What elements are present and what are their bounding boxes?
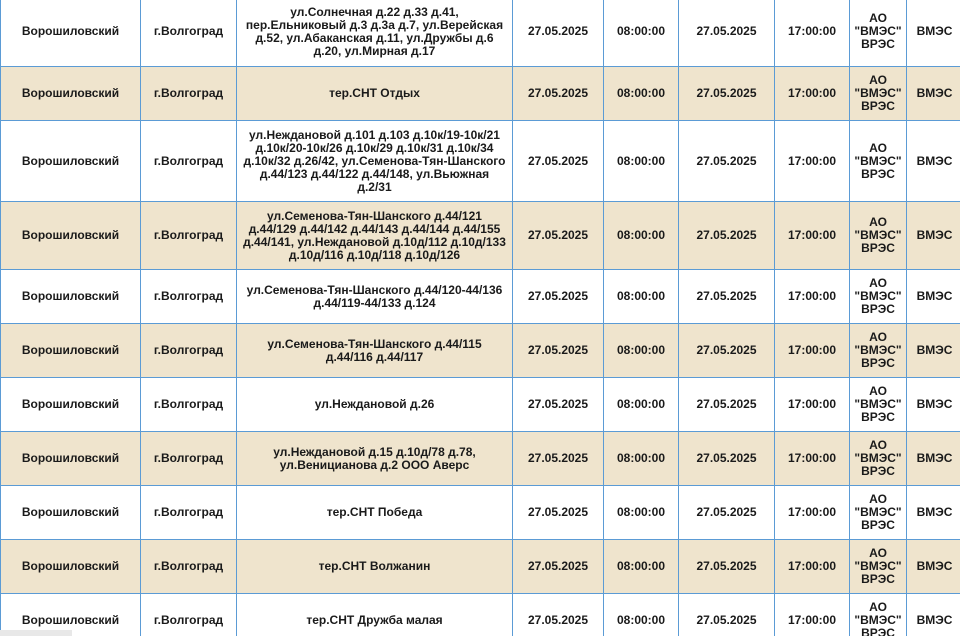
address-cell: ул.Солнечная д.22 д.33 д.41, пер.Ельниковый д.3 д.3а д.7, ул.Верейская д.52, ул.Абаканская д.11, ул.Дружбы д.6 д.20, ул.Мирная д.17 — [237, 0, 513, 67]
end-date-cell: 27.05.2025 — [679, 270, 775, 324]
table-row — [1, 67, 960, 121]
start-time-cell: 08:00:00 — [604, 540, 679, 594]
start-time-cell: 08:00:00 — [604, 121, 679, 202]
start-date-cell: 27.05.2025 — [513, 432, 604, 486]
end-time-cell: 17:00:00 — [775, 378, 850, 432]
city-cell: г.Волгоград — [141, 432, 237, 486]
city-cell: г.Волгоград — [141, 0, 237, 67]
end-date-cell: 27.05.2025 — [679, 67, 775, 121]
address-cell: тер.СНТ Отдых — [237, 67, 513, 121]
end-date-cell: 27.05.2025 — [679, 324, 775, 378]
table-row — [1, 540, 960, 594]
org-short-cell: ВМЭС — [907, 594, 960, 636]
district-cell: Ворошиловский — [1, 0, 141, 67]
address-cell: тер.СНТ Волжанин — [237, 540, 513, 594]
end-date-cell: 27.05.2025 — [679, 202, 775, 270]
organization-cell: АО "ВМЭС" ВРЭС — [850, 432, 907, 486]
end-time-cell: 17:00:00 — [775, 432, 850, 486]
district-cell: Ворошиловский — [1, 486, 141, 540]
start-date-cell: 27.05.2025 — [513, 378, 604, 432]
org-short-cell: ВМЭС — [907, 432, 960, 486]
end-time-cell: 17:00:00 — [775, 121, 850, 202]
table-row — [1, 486, 960, 540]
start-time-cell: 08:00:00 — [604, 486, 679, 540]
city-cell: г.Волгоград — [141, 378, 237, 432]
city-cell: г.Волгоград — [141, 270, 237, 324]
address-cell: ул.Неждановой д.26 — [237, 378, 513, 432]
city-cell: г.Волгоград — [141, 486, 237, 540]
start-time-cell: 08:00:00 — [604, 67, 679, 121]
address-cell: ул.Неждановой д.101 д.103 д.10к/19-10к/21 д.10к/20-10к/26 д.10к/29 д.10к/31 д.10к/34 д.10к/32 д.26/42, ул.Семенова-Тян-Шанского д.44/123 д.44/122 д.44/148, ул.Вьюжная д.2/31 — [237, 121, 513, 202]
end-date-cell: 27.05.2025 — [679, 486, 775, 540]
district-cell: Ворошиловский — [1, 202, 141, 270]
start-date-cell: 27.05.2025 — [513, 67, 604, 121]
city-cell: г.Волгоград — [141, 324, 237, 378]
organization-cell: АО "ВМЭС" ВРЭС — [850, 486, 907, 540]
start-date-cell: 27.05.2025 — [513, 202, 604, 270]
city-cell: г.Волгоград — [141, 594, 237, 636]
table-row — [1, 0, 960, 67]
end-time-cell: 17:00:00 — [775, 67, 850, 121]
organization-cell: АО "ВМЭС" ВРЭС — [850, 378, 907, 432]
end-time-cell: 17:00:00 — [775, 594, 850, 636]
start-time-cell: 08:00:00 — [604, 202, 679, 270]
organization-cell: АО "ВМЭС" ВРЭС — [850, 0, 907, 67]
district-cell: Ворошиловский — [1, 324, 141, 378]
district-cell: Ворошиловский — [1, 67, 141, 121]
org-short-cell: ВМЭС — [907, 0, 960, 67]
start-date-cell: 27.05.2025 — [513, 0, 604, 67]
district-cell: Ворошиловский — [1, 121, 141, 202]
end-time-cell: 17:00:00 — [775, 0, 850, 67]
end-date-cell: 27.05.2025 — [679, 121, 775, 202]
start-date-cell: 27.05.2025 — [513, 594, 604, 636]
start-date-cell: 27.05.2025 — [513, 270, 604, 324]
organization-cell: АО "ВМЭС" ВРЭС — [850, 67, 907, 121]
district-cell: Ворошиловский — [1, 540, 141, 594]
start-time-cell: 08:00:00 — [604, 594, 679, 636]
start-date-cell: 27.05.2025 — [513, 121, 604, 202]
end-date-cell: 27.05.2025 — [679, 378, 775, 432]
district-cell: Ворошиловский — [1, 270, 141, 324]
start-time-cell: 08:00:00 — [604, 378, 679, 432]
organization-cell: АО "ВМЭС" ВРЭС — [850, 202, 907, 270]
city-cell: г.Волгоград — [141, 202, 237, 270]
district-cell: Ворошиловский — [1, 432, 141, 486]
start-date-cell: 27.05.2025 — [513, 540, 604, 594]
end-time-cell: 17:00:00 — [775, 202, 850, 270]
end-date-cell: 27.05.2025 — [679, 594, 775, 636]
table-row — [1, 378, 960, 432]
org-short-cell: ВМЭС — [907, 324, 960, 378]
table-row — [1, 270, 960, 324]
address-cell: ул.Семенова-Тян-Шанского д.44/121 д.44/129 д.44/142 д.44/143 д.44/144 д.44/155 д.44/141, ул.Неждановой д.10д/112 д.10д/133 д.10д/116 д.10д/118 д.10д/126 — [237, 202, 513, 270]
start-time-cell: 08:00:00 — [604, 0, 679, 67]
org-short-cell: ВМЭС — [907, 378, 960, 432]
table-row — [1, 432, 960, 486]
address-cell: ул.Неждановой д.15 д.10д/78 д.78, ул.Веницианова д.2 ООО Аверс — [237, 432, 513, 486]
org-short-cell: ВМЭС — [907, 486, 960, 540]
outage-rows — [1, 0, 960, 636]
end-date-cell: 27.05.2025 — [679, 0, 775, 67]
end-time-cell: 17:00:00 — [775, 324, 850, 378]
org-short-cell: ВМЭС — [907, 202, 960, 270]
organization-cell: АО "ВМЭС" ВРЭС — [850, 594, 907, 636]
start-time-cell: 08:00:00 — [604, 324, 679, 378]
org-short-cell: ВМЭС — [907, 270, 960, 324]
address-cell: тер.СНТ Победа — [237, 486, 513, 540]
organization-cell: АО "ВМЭС" ВРЭС — [850, 121, 907, 202]
org-short-cell: ВМЭС — [907, 540, 960, 594]
city-cell: г.Волгоград — [141, 540, 237, 594]
start-time-cell: 08:00:00 — [604, 432, 679, 486]
start-time-cell: 08:00:00 — [604, 270, 679, 324]
start-date-cell: 27.05.2025 — [513, 324, 604, 378]
address-cell: тер.СНТ Дружба малая — [237, 594, 513, 636]
table-row — [1, 121, 960, 202]
district-cell: Ворошиловский — [1, 594, 141, 636]
table-row — [1, 324, 960, 378]
org-short-cell: ВМЭС — [907, 67, 960, 121]
table-row — [1, 594, 960, 636]
district-cell: Ворошиловский — [1, 378, 141, 432]
table-row — [1, 202, 960, 270]
org-short-cell: ВМЭС — [907, 121, 960, 202]
organization-cell: АО "ВМЭС" ВРЭС — [850, 270, 907, 324]
city-cell: г.Волгоград — [141, 67, 237, 121]
city-cell: г.Волгоград — [141, 121, 237, 202]
address-cell: ул.Семенова-Тян-Шанского д.44/120-44/136 д.44/119-44/133 д.124 — [237, 270, 513, 324]
end-time-cell: 17:00:00 — [775, 486, 850, 540]
horizontal-scrollbar[interactable] — [0, 630, 72, 636]
address-cell: ул.Семенова-Тян-Шанского д.44/115 д.44/116 д.44/117 — [237, 324, 513, 378]
end-date-cell: 27.05.2025 — [679, 432, 775, 486]
start-date-cell: 27.05.2025 — [513, 486, 604, 540]
end-time-cell: 17:00:00 — [775, 270, 850, 324]
end-date-cell: 27.05.2025 — [679, 540, 775, 594]
organization-cell: АО "ВМЭС" ВРЭС — [850, 324, 907, 378]
organization-cell: АО "ВМЭС" ВРЭС — [850, 540, 907, 594]
end-time-cell: 17:00:00 — [775, 540, 850, 594]
